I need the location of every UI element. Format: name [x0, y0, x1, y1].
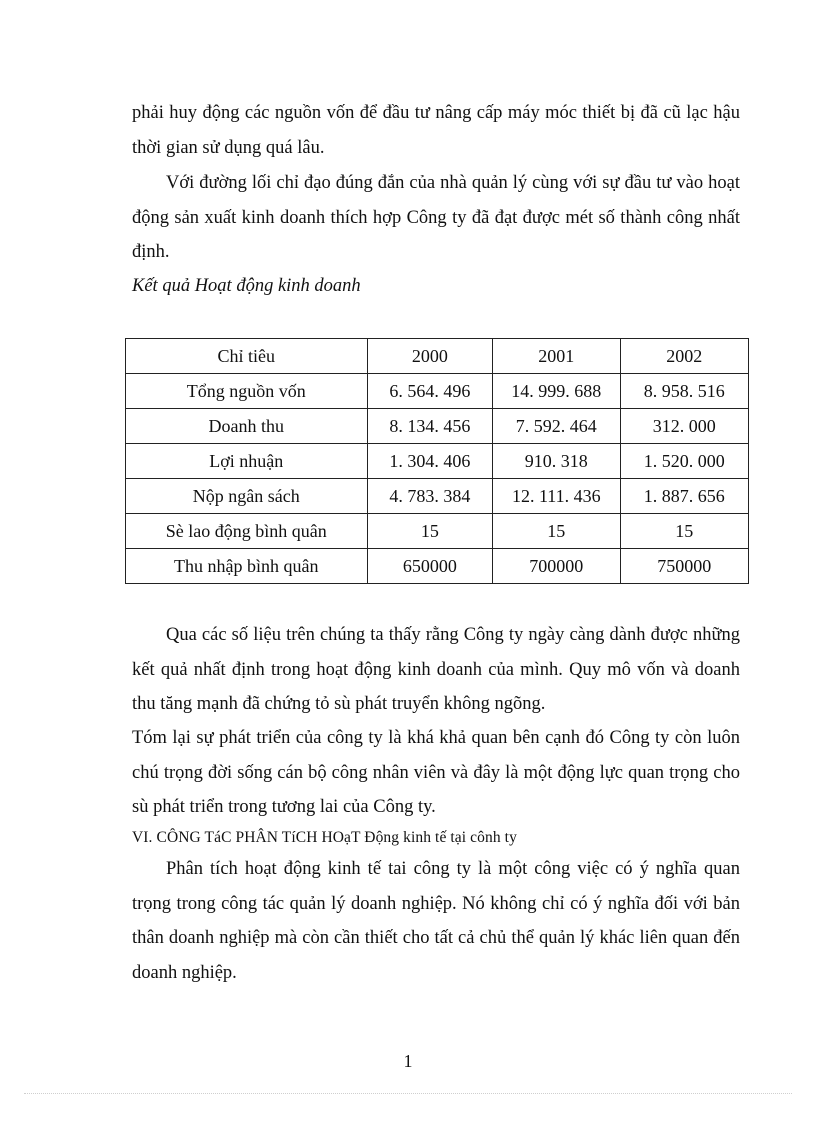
- footer-divider: [24, 1093, 792, 1094]
- table-cell: 14. 999. 688: [493, 374, 620, 409]
- table-cell: 4. 783. 384: [367, 479, 492, 514]
- table-cell: 910. 318: [493, 444, 620, 479]
- table-cell: 8. 134. 456: [367, 409, 492, 444]
- business-results-table: [125, 338, 749, 584]
- table-row: [126, 444, 749, 479]
- row-label: Lợi nhuận: [126, 444, 368, 479]
- table-cell: 15: [493, 514, 620, 549]
- section-heading: VI. CÔNG TáC PHÂN TíCH HOạT Động kinh tế tại cônh ty: [132, 829, 517, 846]
- table-cell: 1. 520. 000: [620, 444, 749, 479]
- paragraph-3: Qua các số liệu trên chúng ta thấy rằng Công ty ngày càng dành được những kết quả nhất định trong hoạt động kinh doanh của mình. Quy mô vốn và doanh thu tăng mạnh đã chứng tỏ sù phát truyển không ngõng.: [132, 625, 740, 714]
- page-number: 1: [403, 1051, 413, 1071]
- table-row: [126, 374, 749, 409]
- row-label: Tổng nguồn vốn: [126, 374, 368, 409]
- table-row: [126, 409, 749, 444]
- table-row: [126, 479, 749, 514]
- table-cell: 312. 000: [620, 409, 749, 444]
- table-cell: 1. 304. 406: [367, 444, 492, 479]
- table-cell: 8. 958. 516: [620, 374, 749, 409]
- table-row: [126, 514, 749, 549]
- header-cell-2002: 2002: [620, 339, 749, 374]
- row-label: Thu nhập bình quân: [126, 549, 368, 584]
- table-header-row: [126, 339, 749, 374]
- table-cell: 700000: [493, 549, 620, 584]
- table-cell: 15: [620, 514, 749, 549]
- row-label: Nộp ngân sách: [126, 479, 368, 514]
- paragraph-1: phải huy động các nguồn vốn để đầu tư nâng cấp máy móc thiết bị đã cũ lạc hậu thời gian sử dụng quá lâu.: [132, 103, 740, 158]
- paragraph-4: Tóm lại sự phát triển của công ty là khá khả quan bên cạnh đó Công ty còn luôn chú trọng đời sống cán bộ công nhân viên và đây là một động lực quan trọng cho sù phát triển trong tương lai của Công ty.: [132, 728, 740, 817]
- table-cell: 6. 564. 496: [367, 374, 492, 409]
- table-cell: 12. 111. 436: [493, 479, 620, 514]
- table-caption: Kết quả Hoạt động kinh doanh: [132, 276, 361, 296]
- table-cell: 7. 592. 464: [493, 409, 620, 444]
- header-cell-indicator: Chỉ tiêu: [126, 339, 368, 374]
- table-cell: 15: [367, 514, 492, 549]
- table-cell: 650000: [367, 549, 492, 584]
- header-cell-2001: 2001: [493, 339, 620, 374]
- table-row: [126, 549, 749, 584]
- header-cell-2000: 2000: [367, 339, 492, 374]
- row-label: Doanh thu: [126, 409, 368, 444]
- table-cell: 1. 887. 656: [620, 479, 749, 514]
- paragraph-2: Với đường lối chỉ đạo đúng đắn của nhà quản lý cùng với sự đầu tư vào hoạt động sản xuất kinh doanh thích hợp Công ty đã đạt được mét số thành công nhất định.: [132, 173, 740, 262]
- row-label: Sè lao động bình quân: [126, 514, 368, 549]
- paragraph-5: Phân tích hoạt động kinh tế tai công ty là một công việc có ý nghĩa quan trọng trong công tác quản lý doanh nghiệp. Nó không chỉ có ý nghĩa đối với bản thân doanh nghiệp mà còn cần thiết cho tất cả chủ thể quản lý khác liên quan đến doanh nghiệp.: [132, 859, 740, 983]
- table-cell: 750000: [620, 549, 749, 584]
